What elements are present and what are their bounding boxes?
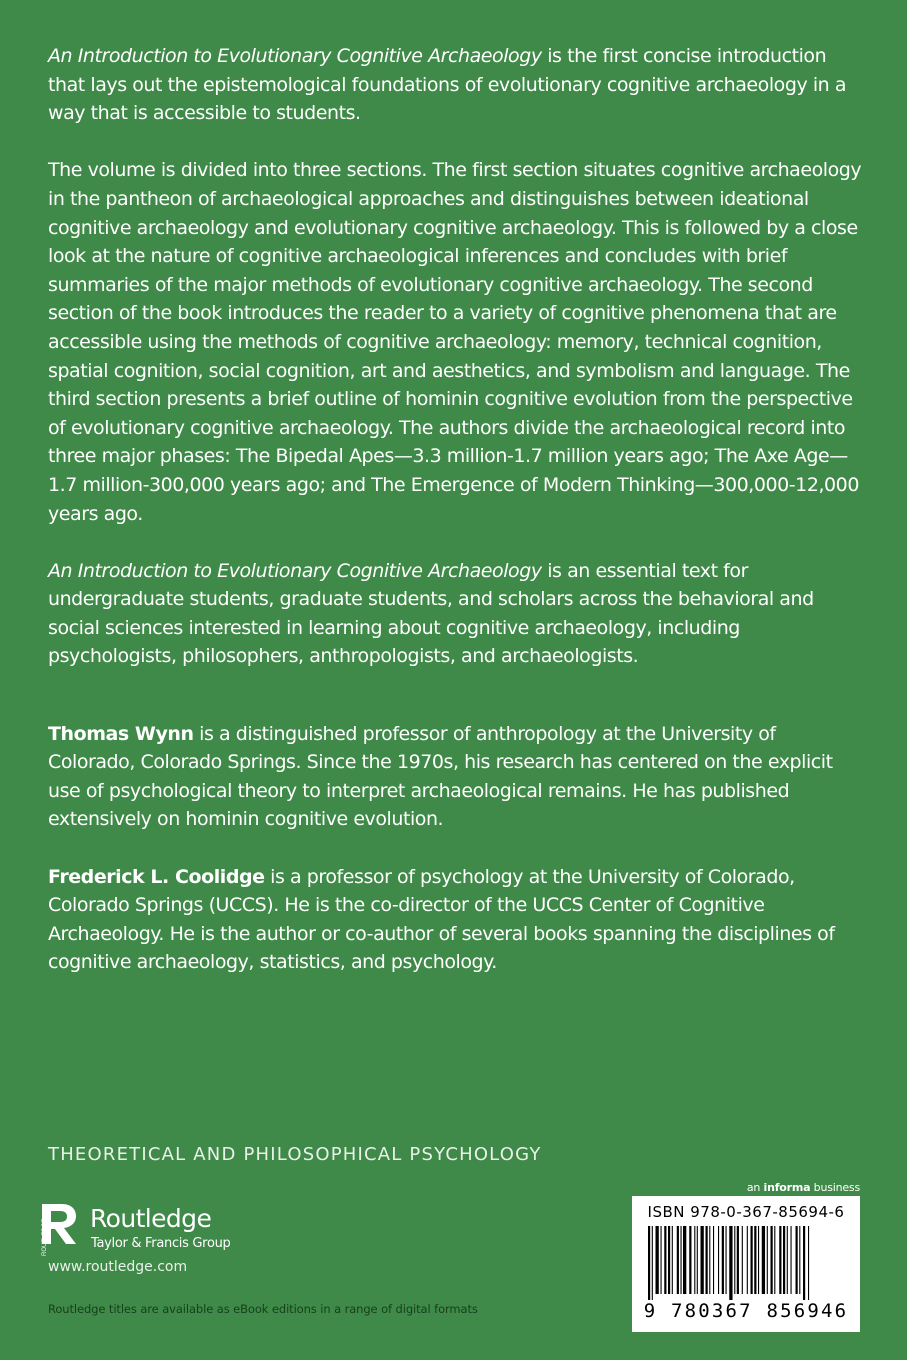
barcode-bar: [796, 1226, 798, 1294]
informa-business-tag: [747, 1181, 860, 1194]
logo-vertical-text: ROUTLEDGE: [42, 1218, 48, 1256]
barcode-bar: [742, 1226, 743, 1294]
barcode-bar: [709, 1226, 710, 1294]
barcode-bar: [729, 1226, 732, 1300]
barcode: [646, 1226, 846, 1300]
barcode-digits: 9 780367 856946: [643, 1300, 849, 1322]
barcode-bar: [656, 1226, 659, 1294]
barcode-bar: [774, 1226, 775, 1294]
barcode-bar: [758, 1226, 759, 1294]
barcode-bar: [747, 1226, 748, 1294]
barcode-bar: [799, 1226, 800, 1294]
barcode-bar: [718, 1226, 719, 1294]
book-title-italic: An Introduction to Evolutionary Cognitive Archaeology: [48, 45, 542, 67]
barcode-bar: [734, 1226, 735, 1294]
routledge-r-icon: [40, 1202, 80, 1258]
barcode-bar: [771, 1226, 773, 1294]
barcode-bar: [803, 1226, 805, 1300]
back-cover-text: [48, 42, 868, 1006]
barcode-bar: [668, 1226, 670, 1294]
publisher-group: Taylor & Francis Group: [91, 1236, 231, 1251]
barcode-bar: [683, 1226, 686, 1294]
barcode-bar: [664, 1226, 666, 1294]
description-paragraph-2: The volume is divided into three sections. The first section situates cognitive archaeology in the pantheon of archaeological approaches and distinguishes between ideational cognitive archaeology and evolutionary cognitive archaeology. This is followed by a close look at the nature of cognitive archaeological inferences and concludes with brief summaries of the major methods of evolutionary cognitive archaeology. The second section of the book introduces the reader to a variety of cognitive phenomena that are accessible using the methods of cognitive archaeology: memory, technical cognition, spatial cognition, social cognition, art and aesthetics, and symbolism and language. The third section presents a brief outline of hominin cognitive evolution from the perspective of evolutionary cognitive archaeology. The authors divide the archaeological record into three major phases: The Bipedal Apes—3.3 million-1.7 million years ago; The Axe Age—1.7 million-300,000 years ago; and The Emergence of Modern Thinking—300,000-12,000 years ago.: [48, 159, 862, 525]
barcode-bar: [751, 1226, 753, 1294]
barcode-bar: [722, 1226, 724, 1294]
informa-prefix: an: [746, 1181, 764, 1194]
informa-suffix: business: [810, 1181, 860, 1194]
barcode-bar: [791, 1226, 792, 1294]
barcode-bar: [787, 1226, 788, 1294]
barcode-bar: [726, 1226, 727, 1294]
barcode-bar: [661, 1226, 662, 1294]
barcode-bar: [697, 1226, 698, 1294]
author-bio-text: is a professor of psychology at the University of Colorado, Colorado Springs (UCCS). He is the co-director of the UCCS Center of Cognitive Archaeology. He is the author or co-author of several books spanning the disciplines of cognitive archaeology, statistics, and psychology.: [48, 865, 835, 974]
informa-brand: informa: [763, 1181, 811, 1194]
description-text: is the first concise introduction that lays out the epistemological foundations of evolutionary cognitive archaeology in a way that is accessible to students.: [48, 45, 847, 125]
barcode-bar: [767, 1226, 768, 1294]
series-title: THEORETICAL AND PHILOSOPHICAL PSYCHOLOGY: [48, 1144, 542, 1165]
publisher-name: Routledge: [90, 1204, 212, 1233]
isbn-barcode-box: [632, 1196, 860, 1332]
barcode-bar: [713, 1226, 714, 1294]
barcode-bar: [779, 1226, 781, 1294]
barcode-bar: [808, 1226, 809, 1300]
barcode-bar: [762, 1226, 765, 1294]
author-bio-text: is a distinguished professor of anthropology at the University of Colorado, Colorado Springs. Since the 1970s, his research has centered on the explicit use of psychological theory to interpret archaeological remains. He has published extensively on hominin cognitive evolution.: [48, 722, 833, 831]
ebook-note: Routledge titles are available as eBook editions in a range of digital formats: [48, 1302, 478, 1316]
barcode-bar: [652, 1226, 653, 1300]
barcode-bar: [701, 1226, 704, 1294]
barcode-bar: [648, 1226, 650, 1300]
publisher-url[interactable]: www.routledge.com: [48, 1259, 188, 1275]
barcode-bar: [754, 1226, 756, 1294]
author-bio-coolidge: [48, 863, 868, 977]
author-name: Frederick L. Coolidge: [48, 865, 265, 888]
isbn-label: ISBN 978-0-367-85694-6: [647, 1203, 845, 1221]
barcode-bar: [694, 1226, 695, 1294]
barcode-bar: [689, 1226, 691, 1294]
description-paragraph-3: [48, 557, 868, 671]
barcode-bar: [677, 1226, 679, 1294]
book-title-italic: An Introduction to Evolutionary Cognitive Archaeology: [48, 559, 542, 582]
barcode-bar: [672, 1226, 673, 1294]
description-text: is an essential text for undergraduate students, graduate students, and scholars across the behavioral and social sciences interested in learning about cognitive archaeology, including psychologists, philosophers, anthropologists, and archaeologists.: [48, 559, 814, 668]
barcode-bar: [783, 1226, 785, 1294]
barcode-bar: [737, 1226, 739, 1294]
description-paragraph-1: [48, 42, 868, 128]
barcode-bar: [681, 1226, 682, 1294]
spacer: [48, 700, 868, 720]
routledge-logo: [40, 1200, 260, 1260]
author-name: Thomas Wynn: [48, 722, 194, 745]
author-bio-wynn: [48, 720, 868, 834]
barcode-bar: [706, 1226, 708, 1294]
